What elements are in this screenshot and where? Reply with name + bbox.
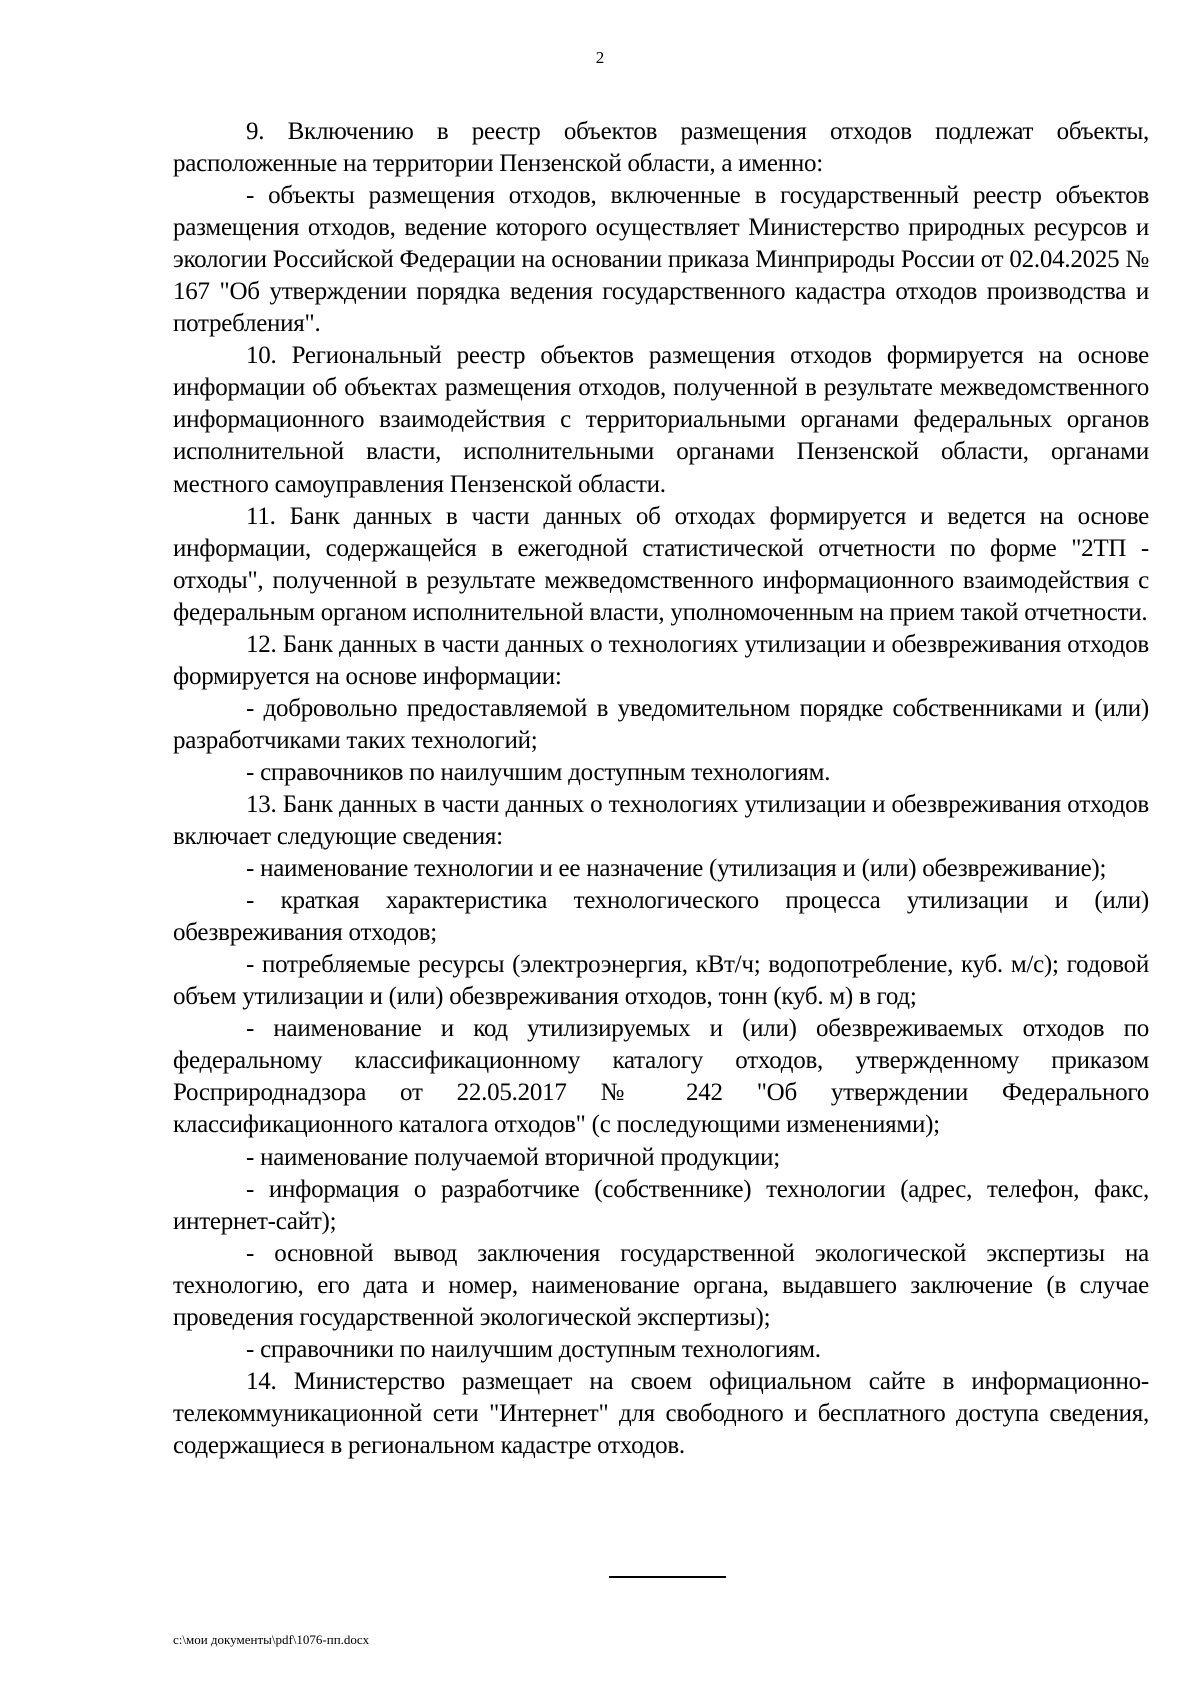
list-item-expertise-conclusion: - основной вывод заключения государственной экологической экспертизы на технологию, его дата и номер, наименование органа, выдавшего заключение (в случае проведения государственной экологической экспертизы); bbox=[173, 1239, 1149, 1331]
end-separator-line bbox=[609, 1576, 726, 1578]
list-item-process-summary: - краткая характеристика технологического процесса утилизации и (или) обезвреживания отходов; bbox=[173, 887, 1149, 947]
paragraph-13: 13. Банк данных в части данных о технологиях утилизации и обезвреживания отходов включает следующие сведения: bbox=[173, 790, 1149, 851]
list-item-waste-codes: - наименование и код утилизируемых и (или) обезвреживаемых отходов по федеральному классификационному каталогу отходов, утвержденному приказом Росприроднадзора от 22.05.2017 № 242 "Об утверждении Федерального классификационного каталога отходов" (с последующими изменениями); bbox=[173, 1015, 1149, 1139]
paragraph-12: 12. Банк данных в части данных о технологиях утилизации и обезвреживания отходов формируется на основе информации: bbox=[173, 630, 1149, 690]
list-item-resources: - потребляемые ресурсы (электроэнергия, кВт/ч; водопотребление, куб. м/с); годовой объем утилизации и (или) обезвреживания отходов, тонн (куб. м) в год; bbox=[173, 951, 1149, 1011]
paragraph-11: 11. Банк данных в части данных об отходах формируется и ведется на основе информации, содержащейся в ежегодной статистической отчетности по форме "2ТП - отходы", полученной в результате межведомственного информационного взаимодействия с федеральным органом исполнительной власти, уполномоченным на прием такой отчетности. bbox=[173, 502, 1149, 626]
list-item-developer-info: - информация о разработчике (собственнике) технологии (адрес, телефон, факс, интернет-сайт); bbox=[173, 1175, 1149, 1235]
list-item-bat-handbooks: - справочники по наилучшим доступным технологиям. bbox=[246, 1335, 821, 1363]
paragraph-14: 14. Министерство размещает на своем официальном сайте в информационно-телекоммуникационной сети "Интернет" для свободного и бесплатного доступа сведения, содержащиеся в региональном кадастре отходов. bbox=[173, 1367, 1149, 1459]
document-body bbox=[173, 116, 1149, 1462]
paragraph-10: 10. Региональный реестр объектов размещения отходов формируется на основе информации об объектах размещения отходов, полученной в результате межведомственного информационного взаимодействия с территориальными органами федеральных органов исполнительной власти, исполнительными органами Пензенской области, органами местного самоуправления Пензенской области. bbox=[173, 342, 1149, 498]
footer-file-path: c:\мои документы\pdf\1076-пп.docx bbox=[173, 1632, 370, 1647]
page-number: 2 bbox=[595, 48, 605, 67]
list-item-voluntary-info: - добровольно предоставляемой в уведомительном порядке собственниками и (или) разработчиками таких технологий; bbox=[173, 694, 1149, 754]
list-item-secondary-products: - наименование получаемой вторичной продукции; bbox=[246, 1143, 780, 1171]
list-item-state-registry: - объекты размещения отходов, включенные в государственный реестр объектов размещения отходов, ведение которого осуществляет Министерство природных ресурсов и экологии Российской Федерации на основании приказа Минприроды России от 02.04.2025 № 167 "Об утверждении порядка ведения государственного кадастра отходов производства и потребления". bbox=[173, 182, 1149, 338]
list-item-technology-name: - наименование технологии и ее назначение (утилизация и (или) обезвреживание); bbox=[246, 855, 1107, 883]
list-item-bat-reference: - справочников по наилучшим доступным технологиям. bbox=[246, 758, 831, 786]
paragraph-9: 9. Включению в реестр объектов размещения отходов подлежат объекты, расположенные на территории Пензенской области, а именно: bbox=[173, 118, 1149, 178]
